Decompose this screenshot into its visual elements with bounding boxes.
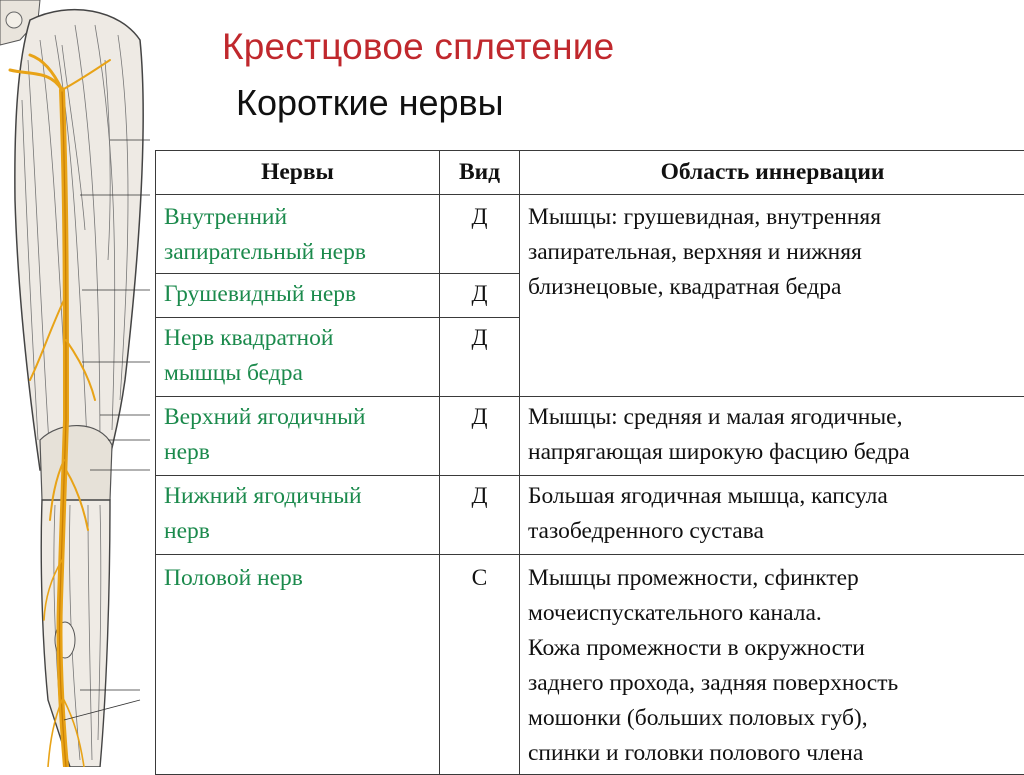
nerve-name: Верхний ягодичный нерв [156, 397, 440, 476]
table-row [156, 555, 1024, 775]
slide-title: Крестцовое сплетение [222, 26, 614, 68]
innervation-area: Мышцы: средняя и малая ягодичные, напрягающая широкую фасцию бедра [520, 397, 1024, 476]
nerve-kind: Д [440, 476, 520, 555]
nerve-name: Нижний ягодичный нерв [156, 476, 440, 555]
nerve-kind: Д [440, 318, 520, 397]
table-row [156, 397, 1024, 476]
nerve-name: Нерв квадратной мышцы бедра [156, 318, 440, 397]
innervation-area: Мышцы: грушевидная, внутренняя запирательная, верхняя и нижняя близнецовые, квадратная бедра [520, 195, 1024, 397]
header-area: Область иннервации [520, 151, 1024, 195]
nerve-kind: Д [440, 195, 520, 274]
header-nerves: Нервы [156, 151, 440, 195]
table-header-row [156, 151, 1024, 195]
table-row [156, 476, 1024, 555]
nerves-table [155, 150, 1024, 775]
slide-subtitle: Короткие нервы [236, 82, 504, 124]
nerve-name: Внутренний запирательный нерв [156, 195, 440, 274]
nerve-kind: С [440, 555, 520, 775]
innervation-area: Большая ягодичная мышца, капсула тазобедренного сустава [520, 476, 1024, 555]
leg-nerve-illustration [0, 0, 150, 767]
innervation-area: Мышцы промежности, сфинктер мочеиспускательного канала. Кожа промежности в окружности заднего прохода, задняя поверхность мошонки (больших половых губ), спинки и головки полового члена [520, 555, 1024, 775]
header-kind: Вид [440, 151, 520, 195]
nerve-name: Половой нерв [156, 555, 440, 775]
nerve-kind: Д [440, 397, 520, 476]
table-row [156, 195, 1024, 274]
nerve-name: Грушевидный нерв [156, 274, 440, 318]
nerve-kind: Д [440, 274, 520, 318]
